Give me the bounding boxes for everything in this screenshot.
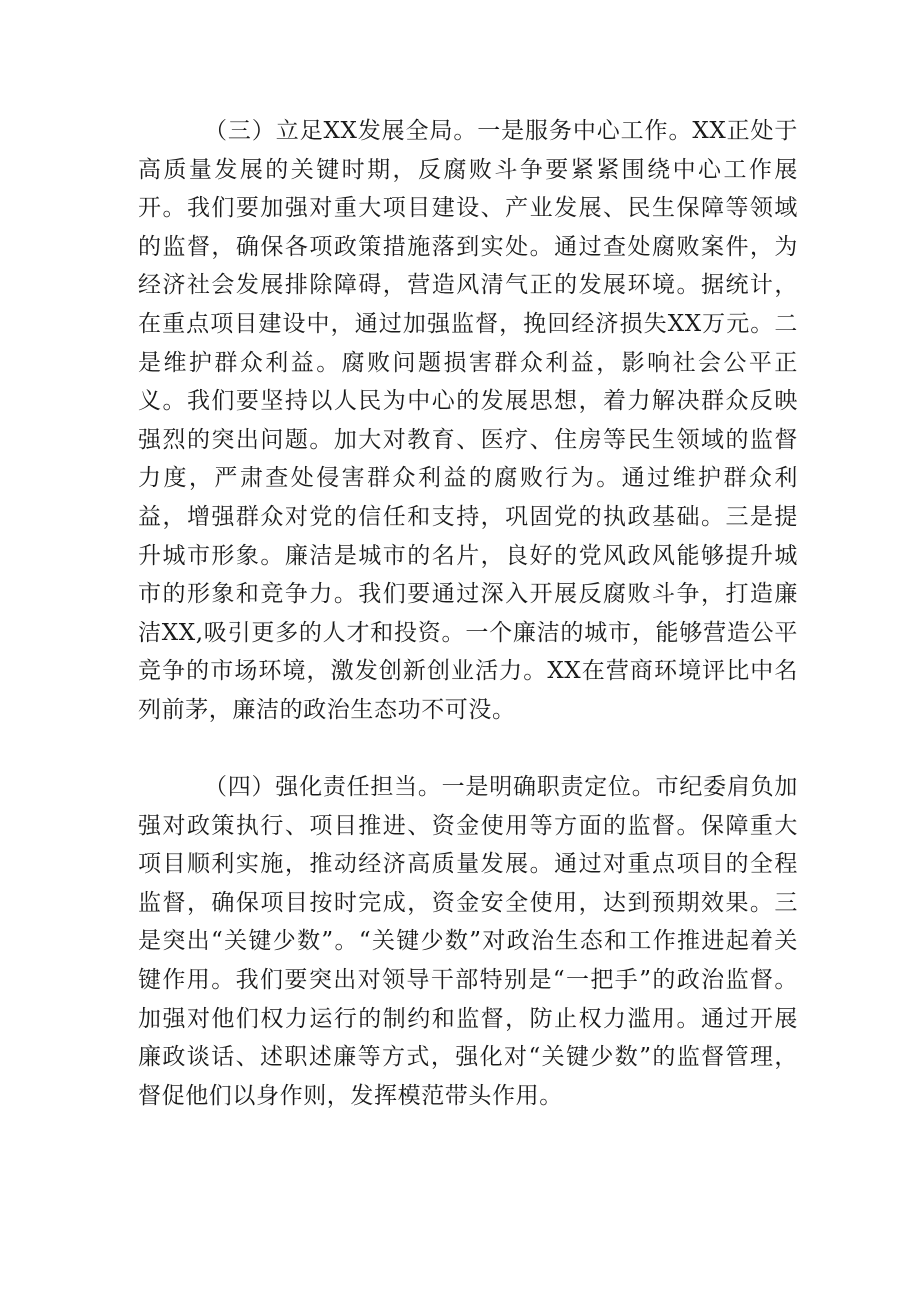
paragraph-section-4: （四）强化责任担当。一是明确职责定位。市纪委肩负加强对政策执行、项目推进、资金使用等方面的监督。保障重大项目顺利实施，推动经济高质量发展。通过对重点项目的全程监督，确保项目按时完成，资金安全使用，达到预期效果。三是突出“关键少数”。“关键少数”对政治生态和工作推进起着关键作用。我们要突出对领导干部特别是“一把手”的政治监督。加强对他们权力运行的制约和监督，防止权力滥用。通过开展廉政谈话、述职述廉等方式，强化对“关键少数”的监督管理，督促他们以身作则，发挥模范带头作用。 (138, 774, 798, 1109)
paragraph-section-3: （三）立足XX发展全局。一是服务中心工作。XX正处于高质量发展的关键时期，反腐败斗争要紧紧围绕中心工作展开。我们要加强对重大项目建设、产业发展、民生保障等领域的监督，确保各项政策措施落到实处。通过查处腐败案件，为经济社会发展排除障碍，营造风清气正的发展环境。据统计，在重点项目建设中，通过加强监督，挽回经济损失XX万元。二是维护群众利益。腐败问题损害群众利益，影响社会公平正义。我们要坚持以人民为中心的发展思想，着力解决群众反映强烈的突出问题。加大对教育、医疗、住房等民生领域的监督力度，严肃查处侵害群众利益的腐败行为。通过维护群众利益，增强群众对党的信任和支持，巩固党的执政基础。三是提升城市形象。廉洁是城市的名片，良好的党风政风能够提升城市的形象和竞争力。我们要通过深入开展反腐败斗争，打造廉洁XX,吸引更多的人才和投资。一个廉洁的城市，能够营造公平竞争的市场环境，激发创新创业活力。XX在营商环境评比中名列前茅，廉洁的政治生态功不可没。 (138, 118, 798, 723)
